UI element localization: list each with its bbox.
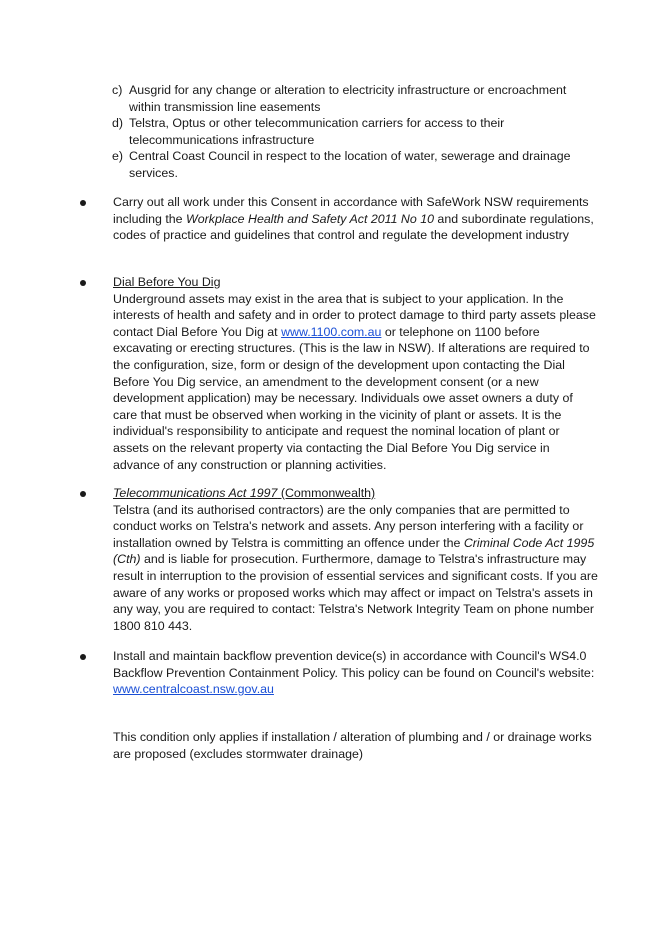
list-item-text: Telstra, Optus or other telecommunication carriers for access to their telecommunications infrastructure	[129, 116, 505, 147]
backflow-note: This condition only applies if installation / alteration of plumbing and / or drainage works are proposed (excludes stormwater drainage)	[113, 730, 592, 761]
dial-before-you-dig-section	[113, 274, 598, 473]
council-website-link[interactable]: www.centralcoast.nsw.gov.au	[113, 682, 274, 697]
list-item-label: c)	[112, 83, 123, 97]
safework-paragraph	[113, 194, 598, 244]
bullet-icon	[80, 491, 86, 497]
telecom-heading-act: Telecommunications Act 1997	[113, 486, 278, 500]
telecommunications-section	[113, 485, 598, 634]
backflow-section	[113, 648, 598, 698]
telecom-paragraph	[113, 502, 598, 635]
backflow-text: Install and maintain backflow prevention device(s) in accordance with Council's WS4.0 Backflow Prevention Containment Policy. This policy can be found on Council's website:	[113, 649, 595, 680]
bullet-icon	[80, 280, 86, 286]
list-item-text: Ausgrid for any change or alteration to electricity infrastructure or encroachment within transmission line easements	[129, 83, 567, 114]
dial-paragraph	[113, 291, 598, 474]
safework-act-name: Workplace Health and Safety Act 2011 No 10	[186, 211, 434, 226]
telecom-heading	[113, 485, 598, 502]
list-item-label: d)	[112, 116, 124, 130]
list-item-label: e)	[112, 149, 124, 163]
bullet-icon	[80, 654, 86, 660]
dial-heading: Dial Before You Dig	[113, 275, 221, 289]
safework-text-1: Carry out all work under this Consent in accordance with SafeWork NSW requirements including the	[113, 195, 589, 226]
dial-text-2: or telephone on 1100 before excavating or erecting structures. (This is the law in NSW). If alterations are required to the configuration, size, form or design of the development upon contacting the Dial Before You Dig service, an amendment to the development consent (or a new development application) may be necessary. Individuals owe asset owners a duty of care that must be observed when working in the vicinity of plant or assets. It is the individual's responsibility to anticipate and request the nominal location of plant or assets on the relevant property via contacting the Dial Before You Dig service in advance of any construction or planning activities.	[113, 324, 590, 472]
bullet-icon	[80, 200, 86, 206]
telecom-criminal-code: Criminal Code Act 1995 (Cth)	[113, 535, 595, 567]
telecom-text-1: Telstra (and its authorised contractors) are the only companies that are permitted to conduct works on Telstra's network and assets. Any person interfering with a facility or installation owned by Telstra is committing an offence under the	[113, 502, 584, 550]
list-item-text: Central Coast Council in respect to the location of water, sewerage and drainage services.	[129, 149, 571, 180]
telecom-text-2: and is liable for prosecution. Furthermore, damage to Telstra's infrastructure may result in interruption to the provision of essential services and significant costs. If you are aware of any works or proposed works which may affect or impact on Telstra's assets in any way, you are required to contact: Telstra's Network Integrity Team on phone number 1800 810 443.	[113, 552, 598, 633]
safework-text-2: and subordinate regulations, codes of practice and guidelines that control and regulate the development industry	[113, 211, 594, 243]
dial-link[interactable]: www.1100.com.au	[281, 324, 382, 339]
telecom-heading-rest: (Commonwealth)	[277, 486, 376, 500]
dial-text-1: Underground assets may exist in the area that is subject to your application. In the interests of health and safety and in order to protect damage to third party assets please contact Dial Before You Dig at	[113, 291, 596, 339]
